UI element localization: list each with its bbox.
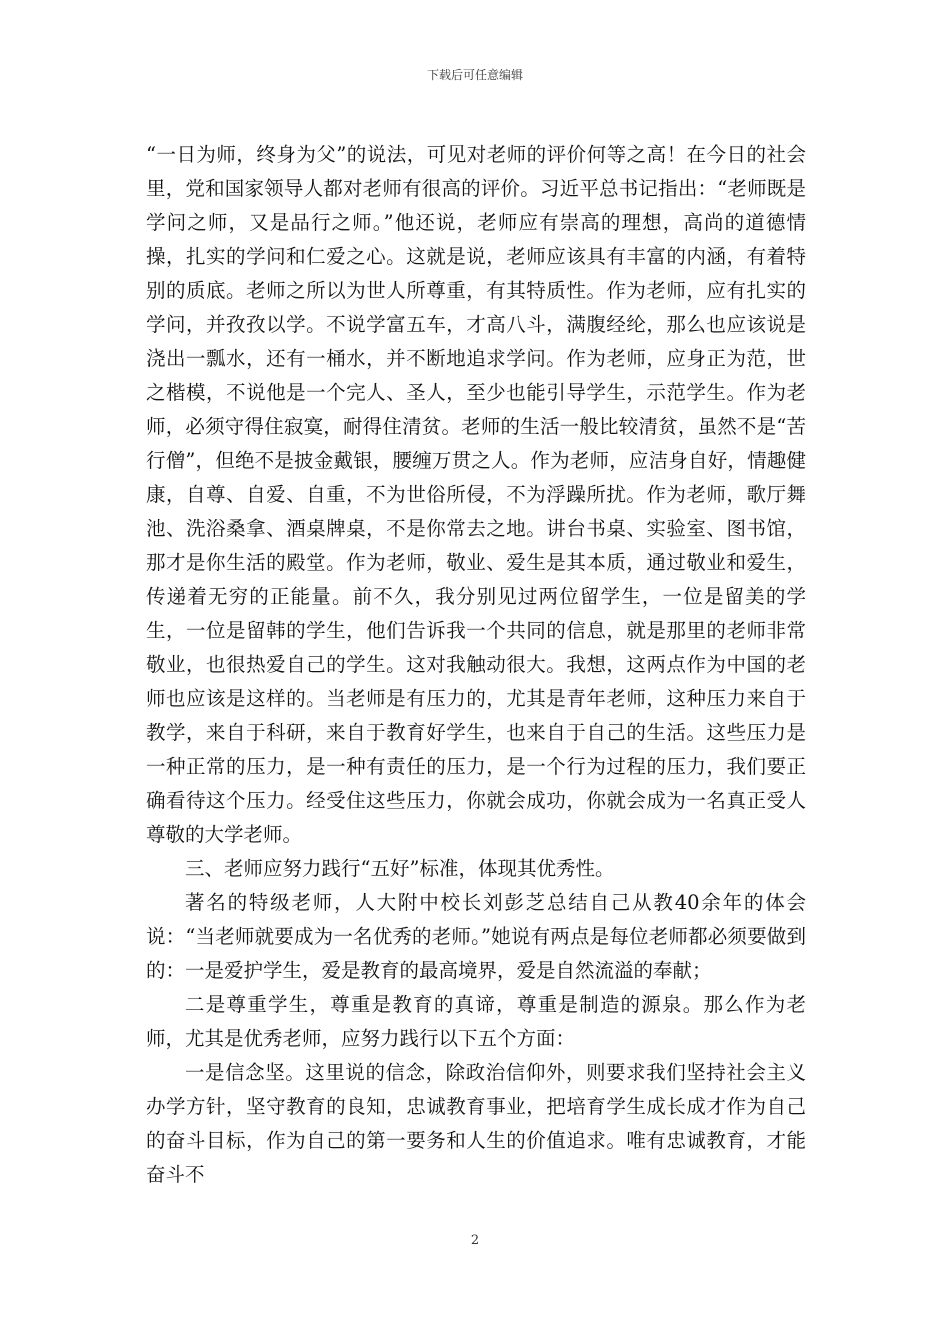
page-number: 2 [470,1233,480,1248]
paragraph-firm-belief: 一是信念坚。这里说的信念，除政治信仰外，则要求我们坚持社会主义办学方针，坚守教育的良知，忠诚教育事业，把培育学生成长成才作为自己的奋斗目标，作为自己的第一要务和人生的价值追求。唯有忠诚教育，才能奋斗不 [146,1061,806,1186]
page-header: 下载后可任意编辑 [426,68,523,82]
paragraph-teacher-qualities: “一日为师，终身为父”的说法，可见对老师的评价何等之高！在今日的社会里，党和国家领导人都对老师有很高的评价。习近平总书记指出：“老师既是学问之师，又是品行之师。”他还说，老师应有崇高的理想，高尚的道德情操，扎实的学问和仁爱之心。这就是说，老师应该具有丰富的内涵，有着特别的质底。老师之所以为世人所尊重，有其特质性。作为老师，应有扎实的学问，并孜孜以学。不说学富五车，才高八斗，满腹经纶，那么也应该说是浇出一瓢水，还有一桶水，并不断地追求学问。作为老师，应身正为范，世之楷模，不说他是一个完人、圣人，至少也能引导学生，示范学生。作为老师，必须守得住寂寞，耐得住清贫。老师的生活一般比较清贫，虽然不是“苦行僧”，但绝不是披金戴银，腰缠万贯之人。作为老师，应洁身自好，情趣健康，自尊、自爱、自重，不为世俗所侵，不为浮躁所扰。作为老师，歌厅舞池、洗浴桑拿、酒桌牌桌，不是你常去之地。讲台书桌、实验室、图书馆，那才是你生活的殿堂。作为老师，敬业、爱生是其本质，通过敬业和爱生，传递着无穷的正能量。前不久，我分别见过两位留学生，一位是留美的学生，一位是留韩的学生，他们告诉我一个共同的信息，就是那里的老师非常敬业，也很热爱自己的学生。这对我触动很大。我想，这两点作为中国的老师也应该是这样的。当老师是有压力的，尤其是青年老师，这种压力来自于教学，来自于科研，来自于教育好学生，也来自于自己的生活。这些压力是一种正常的压力，是一种有责任的压力，是一个行为过程的压力，我们要正确看待这个压力。经受住这些压力，你就会成功，你就会成为一名真正受人尊敬的大学老师。 [146,143,806,846]
section-heading-three: 三、老师应努力践行“五好”标准，体现其优秀性。 [185,857,615,880]
paragraph-respect-students: 二是尊重学生，尊重是教育的真谛，尊重是制造的源泉。那么作为老师，尤其是优秀老师，应努力践行以下五个方面： [146,993,806,1050]
document-body [146,138,806,1192]
paragraph-liu-pengzhi: 著名的特级老师，人大附中校长刘彭芝总结自己从教40余年的体会说：“当老师就要成为一名优秀的老师。”她说有两点是每位老师都必须要做到的：一是爱护学生，爱是教育的最高境界，爱是自然流溢的奉献； [146,891,806,982]
